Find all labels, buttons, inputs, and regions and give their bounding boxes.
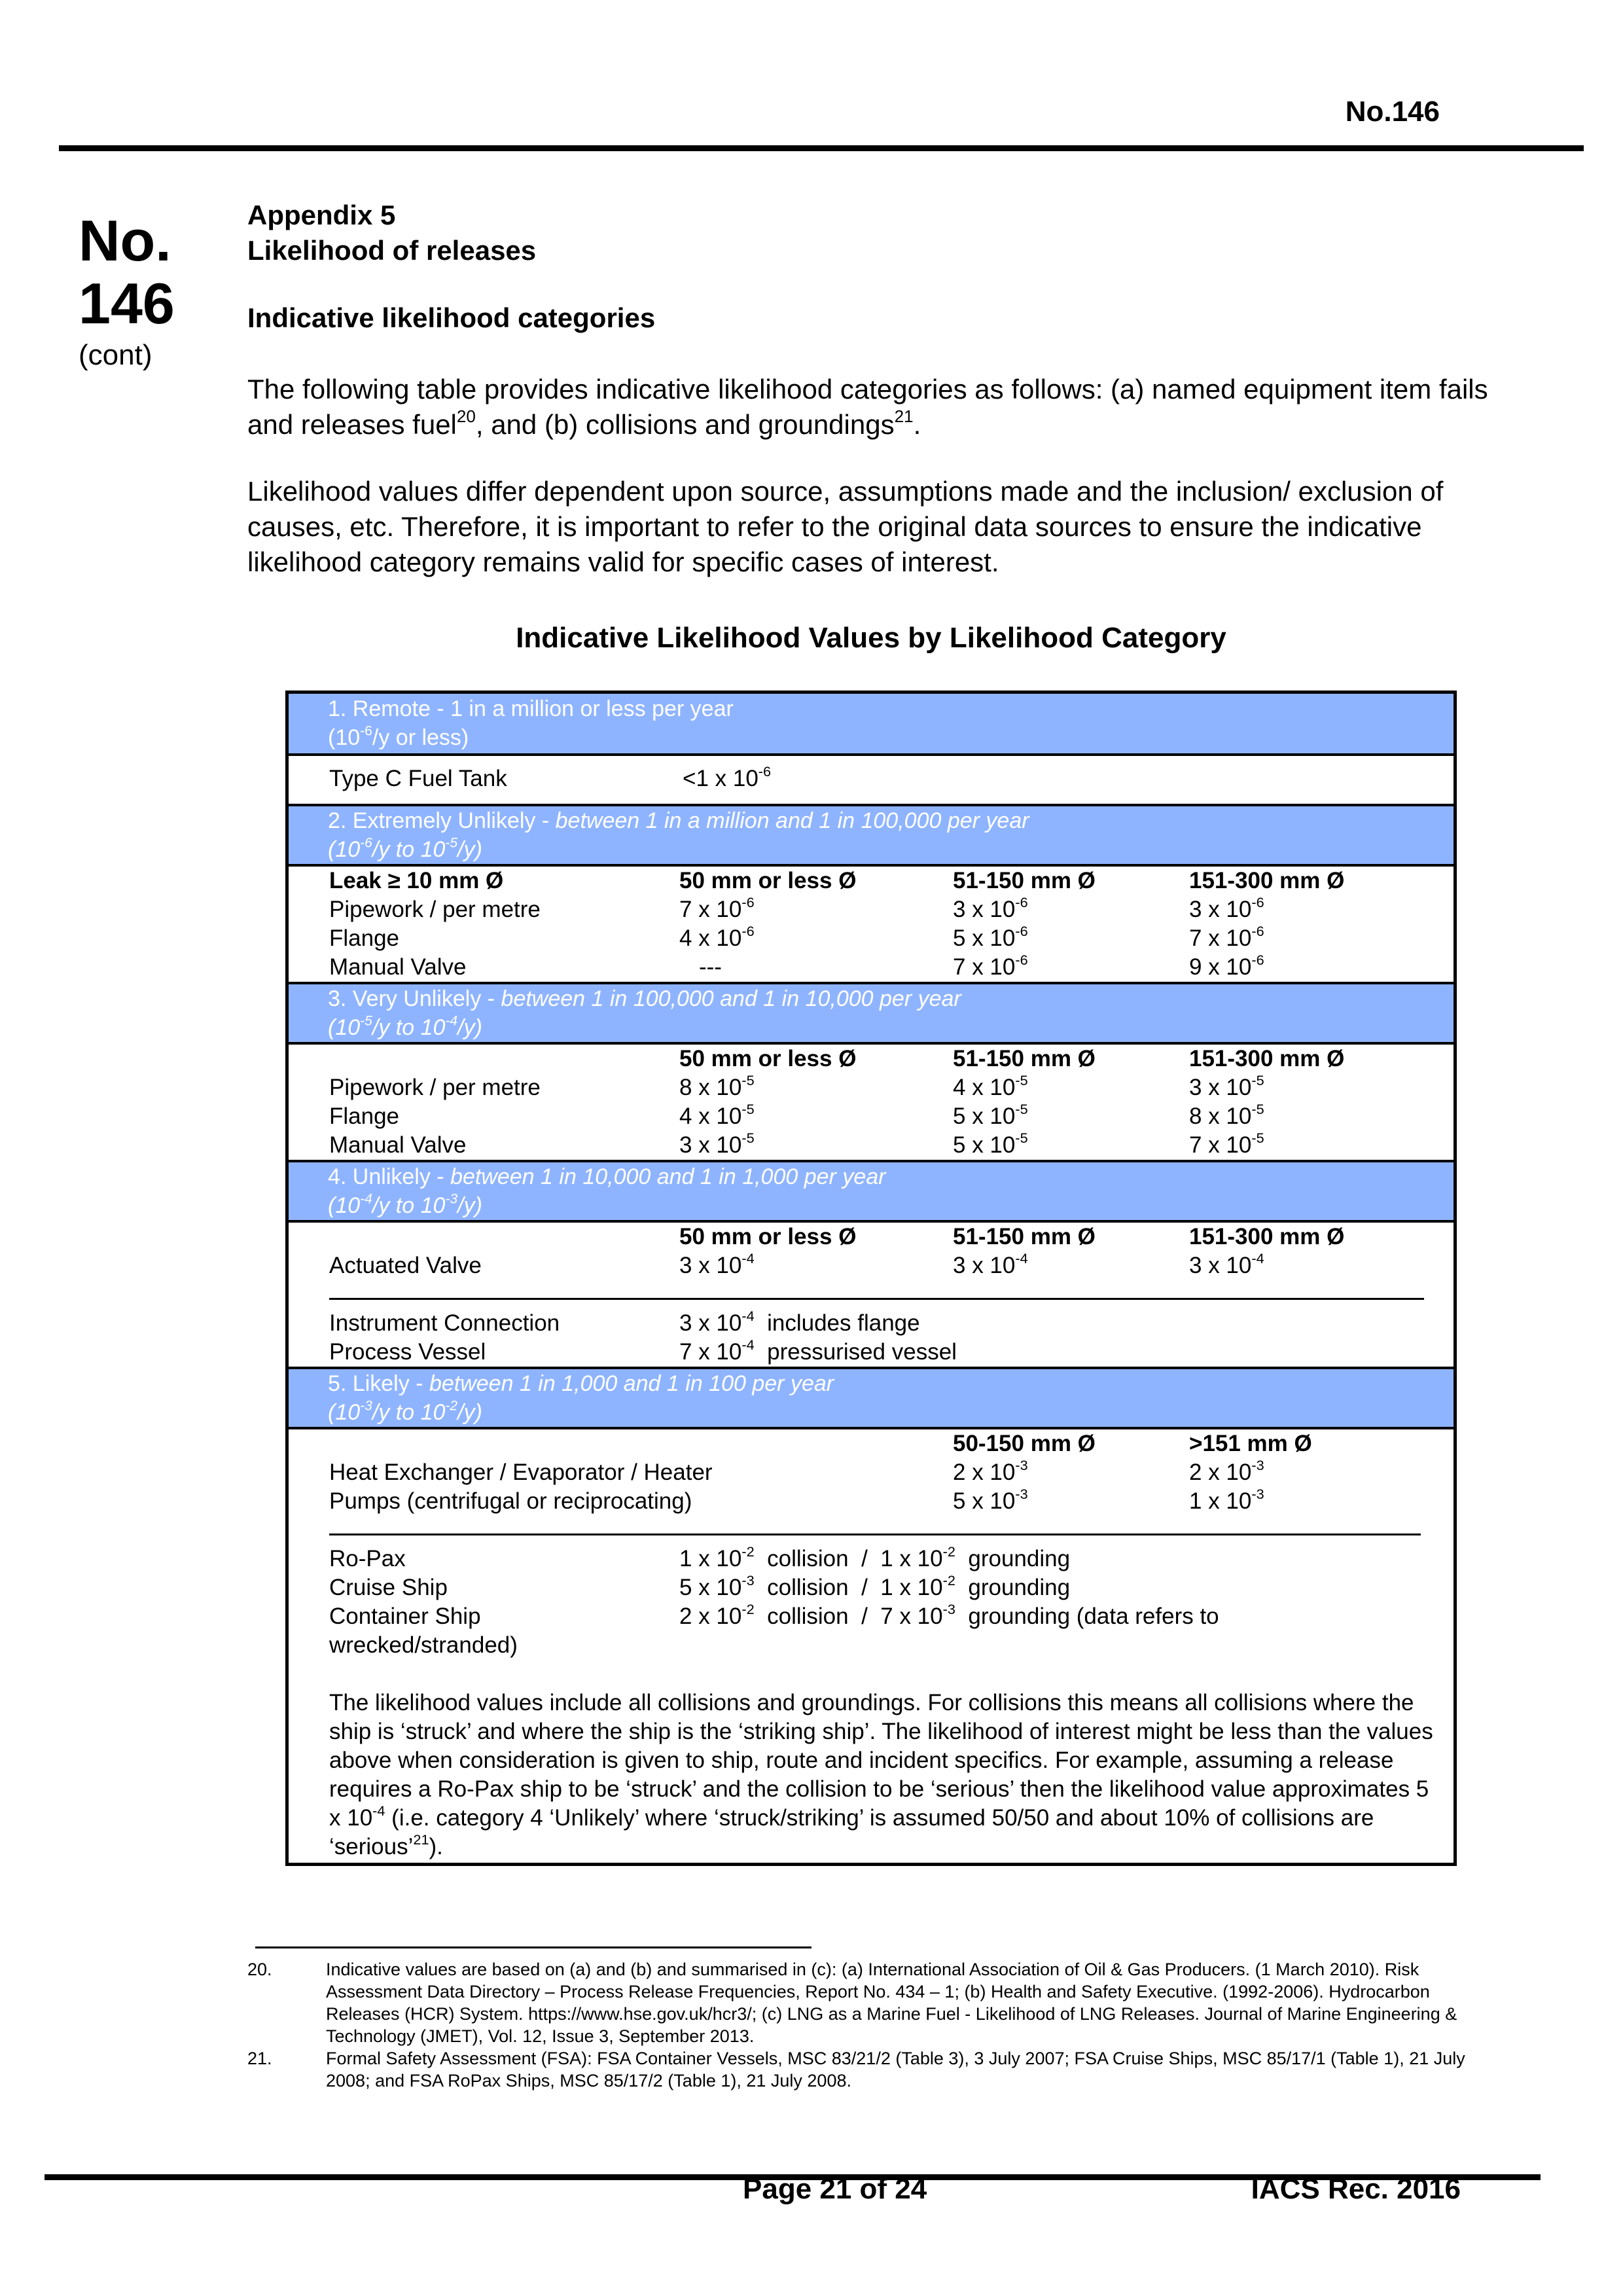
row-label: Ro-Pax [329,1546,406,1571]
row-value: 9 x $10^{-6}$ [1189,951,1264,980]
table-title: Indicative Likelihood Values by Likelihood Category [516,622,1226,654]
side-no: No. [79,208,171,273]
row-value: --- [699,954,722,980]
row-value: 7 x $10^{-4}$ pressurised vessel [679,1336,957,1365]
row-value: 3 x $10^{-4}$ includes flange [679,1307,920,1336]
column-header: 51-150 mm Ø [953,1224,1096,1249]
row-label-continued: wrecked/stranded) [329,1632,518,1658]
footnote-20: 20. Indicative values are based on (a) and (b) and summarised in (c): (a) International Association of Oil & Gas Producers. (1 March 2010). Risk Assessment Data Directory – Process Release Frequencies, Report No. 434 – 1; (b) Health and Safety Executive. (1992-2006). Hydrocarbon Releases (HCR) System. https://www.hse.gov.uk/hcr3/; (c) LNG as a Marine Fuel - Likelihood of LNG Releases. Journal of Marine Engineering & Technology (JMET), Vol. 12, Issue 3, September 2013. [247,1960,1457,2046]
row-value: 7 x $10^{-6}$ [1189,922,1264,951]
header-rule [59,145,1584,151]
header-doc-number: No.146 [1345,96,1440,128]
row-value: 4 x $10^{-5}$ [679,1100,755,1129]
column-header: 50 mm or less Ø [679,1046,857,1071]
row-value: 3 x $10^{-4}$ [953,1249,1028,1278]
collision-note: The likelihood values include all collisions and groundings. For collisions this means all collisions where the ship is ‘struck’ and where the ship is the ‘striking ship’. The likelihood of interest might be less than the values above when consideration is given to ship, route and incident specifics. For example, assuming a release requires a Ro-Pax ship to be ‘struck’ and the collision to be ‘serious’ then the likelihood value approximates 5 x $10^{-4}$ (i.e. category 4 ‘Unlikely’ where ‘struck/striking’ is assumed 50/50 and about 10% of collisions are ‘serious’$^{21}$). [329,1690,1433,1859]
column-header: 151-300 mm Ø [1189,868,1345,893]
row-label: Container Ship [329,1604,481,1629]
column-header: Leak ≥ 10 mm Ø [329,868,504,893]
row-value: 4 x $10^{-5}$ [953,1071,1028,1100]
row-value: 3 x $10^{-6}$ [953,893,1028,922]
row-value: 3 x $10^{-4}$ [1189,1249,1264,1278]
row-value: 8 x $10^{-5}$ [679,1071,755,1100]
row-label: Flange [329,1103,400,1129]
row-value: 4 x $10^{-6}$ [679,922,755,951]
section-heading: Indicative likelihood categories [247,302,656,333]
row-label: Pipework / per metre [329,897,541,922]
row-value: 5 x $10^{-5}$ [953,1129,1028,1158]
row-value: 1 x $10^{-3}$ [1189,1485,1264,1514]
appendix-title: Likelihood of releases [247,235,537,266]
row-value: 7 x $10^{-6}$ [953,951,1028,980]
footnote-ref: 21 [413,1831,429,1848]
row-value: 3 x $10^{-5}$ [679,1129,755,1158]
footnote-21: 21. Formal Safety Assessment (FSA): FSA Container Vessels, MSC 83/21/2 (Table 3), 3 July 2007; FSA Cruise Ships, MSC 85/17/1 (Table 1), 21 July 2008; and FSA RoPax Ships, MSC 85/17/2 (Table 1), 21 July 2008. [247,2049,1465,2090]
category-5-band: 5. Likely - between 1 in 1,000 and 1 in 100 per year ($10^{-3}/y$ to $10^{-2}/y$) [289,1367,1454,1429]
column-header: 50 mm or less Ø [679,1224,857,1249]
row-label: Instrument Connection [329,1310,560,1336]
divider [329,1298,1424,1300]
row-label: Heat Exchanger / Evaporator / Heater [329,1460,713,1485]
row-label: Pipework / per metre [329,1075,541,1100]
category-2-band: 2. Extremely Unlikely - between 1 in a million and 1 in 100,000 per year ($10^{-6}/y$ to $10^{-5}/y$) [289,804,1454,867]
row-label: Manual Valve [329,1132,467,1158]
column-header: >151 mm Ø [1189,1431,1312,1456]
row-value: 2 x $10^{-2}$ collision / 7 x $10^{-3}$ grounding (data refers to [679,1600,1219,1629]
footnote-ref: 20 [456,406,476,426]
column-header: 50 mm or less Ø [679,868,857,893]
row-label: Actuated Valve [329,1253,482,1278]
column-header: 50-150 mm Ø [953,1431,1096,1456]
row-value: 5 x $10^{-3}$ [953,1485,1028,1514]
category-3-band: 3. Very Unlikely - between 1 in 100,000 and 1 in 10,000 per year ($10^{-5}/y$ to $10^{-4}/y$) [289,982,1454,1045]
intro-paragraph: The following table provides indicative likelihood categories as follows: (a) named equipment item fails and releases fuel$^{20}$, and (b) collisions and groundings$^{21}$. [247,374,1488,440]
page-number: Page 21 of 24 [743,2173,927,2205]
side-cont: (cont) [79,339,152,371]
row-label: Manual Valve [329,954,467,980]
column-header: 51-150 mm Ø [953,868,1096,893]
row-value: 3 x $10^{-5}$ [1189,1071,1264,1100]
likelihood-table [285,691,1457,1866]
row-value: 5 x $10^{-3}$ collision / 1 x $10^{-2}$ grounding [679,1571,1071,1600]
row-value: <1 x $10^{-6}$ [683,762,772,791]
category-1-band: 1. Remote - 1 in a million or less per year ($10^{-6}/y$ or less) [289,694,1454,756]
row-value: 5 x $10^{-5}$ [953,1100,1028,1129]
side-label [79,209,175,372]
row-value: 2 x $10^{-3}$ [1189,1456,1264,1485]
row-label: Cruise Ship [329,1575,448,1600]
row-value: 7 x $10^{-5}$ [1189,1129,1264,1158]
row-value: 3 x $10^{-4}$ [679,1249,755,1278]
footnote-ref: 21 [894,406,914,426]
row-label: Flange [329,925,400,951]
column-header: 151-300 mm Ø [1189,1224,1345,1249]
row-label: Pumps (centrifugal or reciprocating) [329,1488,692,1514]
appendix-label: Appendix 5 [247,200,396,230]
caveat-paragraph: Likelihood values differ dependent upon source, assumptions made and the inclusion/ exclusion of causes, etc. Therefore, it is important to refer to the original data sources to ensure the indicative likelihood category remains valid for specific cases of interest. [247,476,1444,577]
row-value: 7 x $10^{-6}$ [679,893,755,922]
appendix-heading [247,198,1510,268]
row-value: 2 x $10^{-3}$ [953,1456,1028,1485]
footnote-rule [255,1946,812,1948]
footer-reference: IACS Rec. 2016 [1251,2173,1461,2205]
row-label: Type C Fuel Tank [329,766,507,791]
row-label: Process Vessel [329,1339,486,1365]
column-header: 151-300 mm Ø [1189,1046,1345,1071]
row-value: 3 x $10^{-6}$ [1189,893,1264,922]
column-header: 51-150 mm Ø [953,1046,1096,1071]
divider [329,1534,1421,1535]
category-4-band: 4. Unlikely - between 1 in 10,000 and 1 in 1,000 per year ($10^{-4}/y$ to $10^{-3}/y$) [289,1160,1454,1223]
row-value: 8 x $10^{-5}$ [1189,1100,1264,1129]
row-value: 5 x $10^{-6}$ [953,922,1028,951]
row-value: 1 x $10^{-2}$ collision / 1 x $10^{-2}$ grounding [679,1543,1071,1571]
side-number: 146 [79,271,175,336]
